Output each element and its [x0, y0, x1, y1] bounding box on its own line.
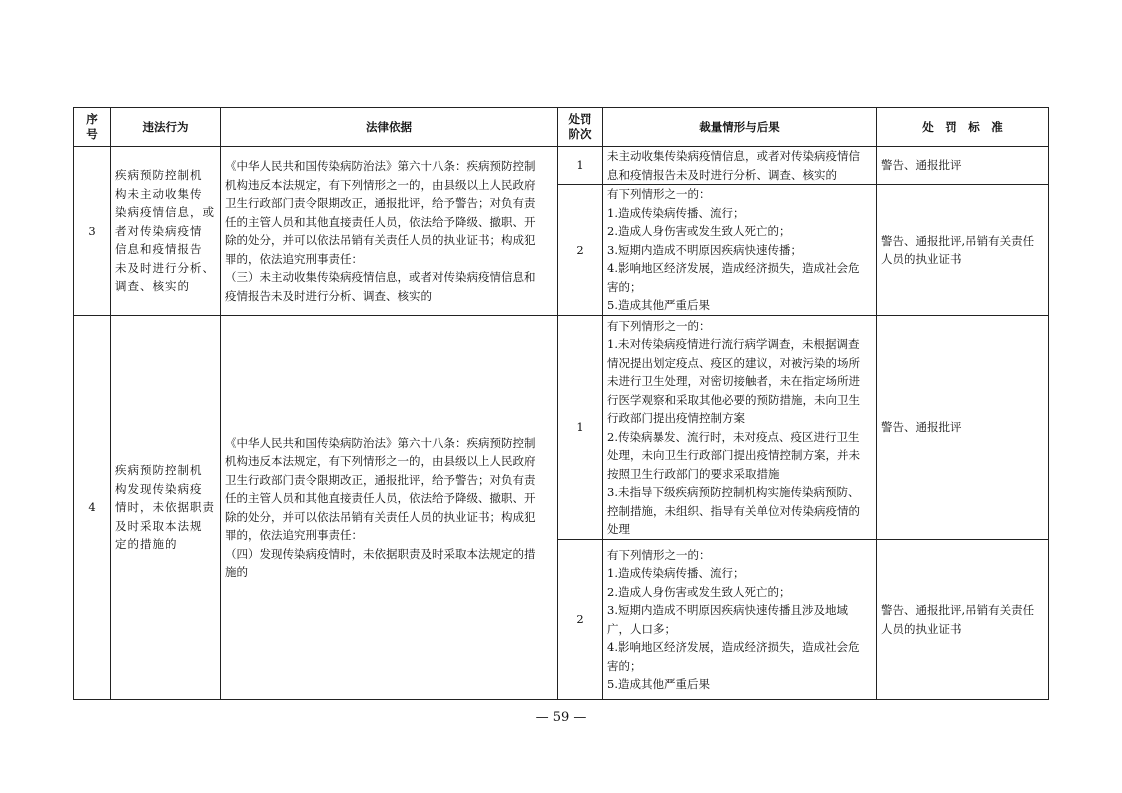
text-line: 按照卫生行政部门的要求采取措施: [607, 466, 780, 481]
header-seq: 序 号: [74, 108, 111, 147]
text-line: 处理: [607, 522, 630, 536]
header-behavior: 违法行为: [111, 108, 221, 147]
level-cell: 2: [558, 185, 603, 316]
standard-cell: [877, 147, 1049, 185]
text-line: 有下列情形之一的：: [607, 547, 711, 562]
text-line: 任的主管人员和其他直接责任人员，依法给予降级、撤职、开: [225, 214, 536, 229]
text-line: 广，人口多；: [607, 621, 676, 636]
seq-cell: 3: [74, 147, 111, 316]
text-line: 除的处分，并可以依法吊销有关责任人员的执业证书；构成犯: [225, 233, 536, 247]
text-line: 卫生行政部门责令限期改正，通报批评，给予警告；对负有责: [225, 196, 536, 210]
text-line: 有下列情形之一的：: [607, 187, 711, 202]
text-line: 除的处分，并可以依法吊销有关责任人员的执业证书；构成犯: [225, 509, 536, 524]
text-line: 警告、通报批评,吊销有关责任: [881, 603, 1035, 617]
text-line: 3.未指导下级疾病预防控制机构实施传染病预防、: [607, 485, 860, 499]
text-line: 构发现传染病疫: [115, 481, 203, 496]
text-line: 5.造成其他严重后果: [607, 677, 710, 691]
text-line: 害的；: [607, 279, 642, 294]
text-line: 罪的，依法追究刑事责任：: [225, 528, 363, 542]
text-line: 警告、通报批评: [881, 420, 962, 435]
penalty-table: [73, 107, 1049, 700]
text-line: 3.短期内造成不明原因疾病快速传播；: [607, 242, 802, 257]
header-basis: 法律依据: [221, 108, 558, 147]
text-line: （四）发现传染病疫情时，未依据职责及时采取本法规定的措: [225, 546, 536, 561]
text-line: 罪的，依法追究刑事责任：: [225, 251, 363, 266]
text-line: 4.影响地区经济发展，造成经济损失，造成社会危: [607, 261, 860, 276]
behavior-cell: [111, 316, 221, 700]
text-line: 1.造成传染病传播、流行；: [607, 205, 745, 220]
page-number: — 59 —: [535, 710, 587, 725]
text-line: 未主动收集传染病疫情信息，或者对传染病疫情信: [607, 149, 860, 163]
text-line: 情况提出划定疫点、疫区的建议，对被污染的场所: [607, 355, 860, 370]
text-line: 疾病预防控制机: [115, 168, 203, 183]
text-line: 处理，未向卫生行政部门提出疫情控制方案，并未: [607, 448, 860, 462]
text-line: 4.影响地区经济发展，造成经济损失，造成社会危: [607, 640, 860, 654]
text-line: 及时采取本法规: [115, 518, 203, 533]
level-cell: 1: [558, 147, 603, 185]
basis-cell: [221, 316, 558, 700]
text-line: 未进行卫生处理，对密切接触者，未在指定场所进: [607, 374, 860, 388]
text-line: 2.传染病暴发、流行时，未对疫点、疫区进行卫生: [607, 429, 860, 444]
text-line: 施的: [225, 565, 248, 579]
text-line: 卫生行政部门责令限期改正，通报批评，给予警告；对负有责: [225, 472, 536, 487]
text-line: 人员的执业证书: [881, 252, 962, 266]
header-standard: 处 罚 标 准: [877, 108, 1049, 147]
text-line: 息和疫情报告未及时进行分析、调查、核实的: [607, 167, 837, 182]
text-line: 机构违反本法规定，有下列情形之一的，由县级以上人民政府: [225, 454, 536, 468]
text-line: 3.短期内造成不明原因疾病快速传播且涉及地域: [607, 603, 848, 617]
header-circumstance: 裁量情形与后果: [603, 108, 877, 147]
text-line: 调查、核实的: [115, 279, 190, 294]
text-line: 定的措施的: [115, 537, 178, 552]
circumstance-cell: [603, 540, 877, 700]
table-header-row: [74, 108, 1049, 147]
text-line: 害的；: [607, 658, 642, 673]
standard-cell: [877, 316, 1049, 540]
text-line: 《中华人民共和国传染病防治法》第六十八条：疾病预防控制: [225, 159, 536, 173]
level-cell: 1: [558, 316, 603, 540]
text-line: 疾病预防控制机: [115, 463, 203, 478]
behavior-cell: [111, 147, 221, 316]
text-line: 警告、通报批评,吊销有关责任: [881, 233, 1035, 248]
text-line: 2.造成人身伤害或发生致人死亡的；: [607, 224, 791, 239]
circumstance-cell: [603, 147, 877, 185]
standard-cell: [877, 185, 1049, 316]
text-line: 有下列情形之一的：: [607, 318, 711, 333]
standard-cell: [877, 540, 1049, 700]
text-line: 机构违反本法规定，有下列情形之一的，由县级以上人民政府: [225, 177, 536, 192]
basis-cell: [221, 147, 558, 316]
text-line: 构未主动收集传: [115, 186, 203, 201]
text-line: 信息和疫情报告: [115, 242, 203, 257]
text-line: 1.未对传染病疫情进行流行病学调查，未根据调查: [607, 337, 860, 351]
level-cell: 2: [558, 540, 603, 700]
text-line: 警告、通报批评: [881, 158, 962, 173]
text-line: 《中华人民共和国传染病防治法》第六十八条：疾病预防控制: [225, 435, 536, 450]
circumstance-cell: [603, 185, 877, 316]
text-line: （三）未主动收集传染病疫情信息，或者对传染病疫情信息和: [225, 270, 536, 284]
text-line: 行政部门提出疫情控制方案: [607, 411, 745, 425]
table-row: [74, 147, 1049, 185]
table-row: [74, 316, 1049, 540]
text-line: 任的主管人员和其他直接责任人员，依法给予降级、撤职、开: [225, 491, 536, 505]
text-line: 控制措施，未组织、指导有关单位对传染病疫情的: [607, 503, 860, 518]
text-line: 人员的执业证书: [881, 621, 962, 636]
seq-cell: 4: [74, 316, 111, 700]
text-line: 者对传染病疫情: [115, 223, 203, 238]
text-line: 5.造成其他严重后果: [607, 298, 710, 313]
text-line: 2.造成人身伤害或发生致人死亡的；: [607, 584, 791, 599]
text-line: 1.造成传染病传播、流行；: [607, 566, 745, 580]
text-line: 行医学观察和采取其他必要的预防措施，未向卫生: [607, 392, 860, 407]
text-line: 未及时进行分析、: [115, 260, 215, 275]
header-level: 处罚 阶次: [558, 108, 603, 147]
text-line: 疫情报告未及时进行分析、调查、核实的: [225, 288, 432, 303]
text-line: 情时，未依据职责: [115, 500, 215, 515]
circumstance-cell: [603, 316, 877, 540]
text-line: 染病疫情信息，或: [115, 205, 215, 220]
